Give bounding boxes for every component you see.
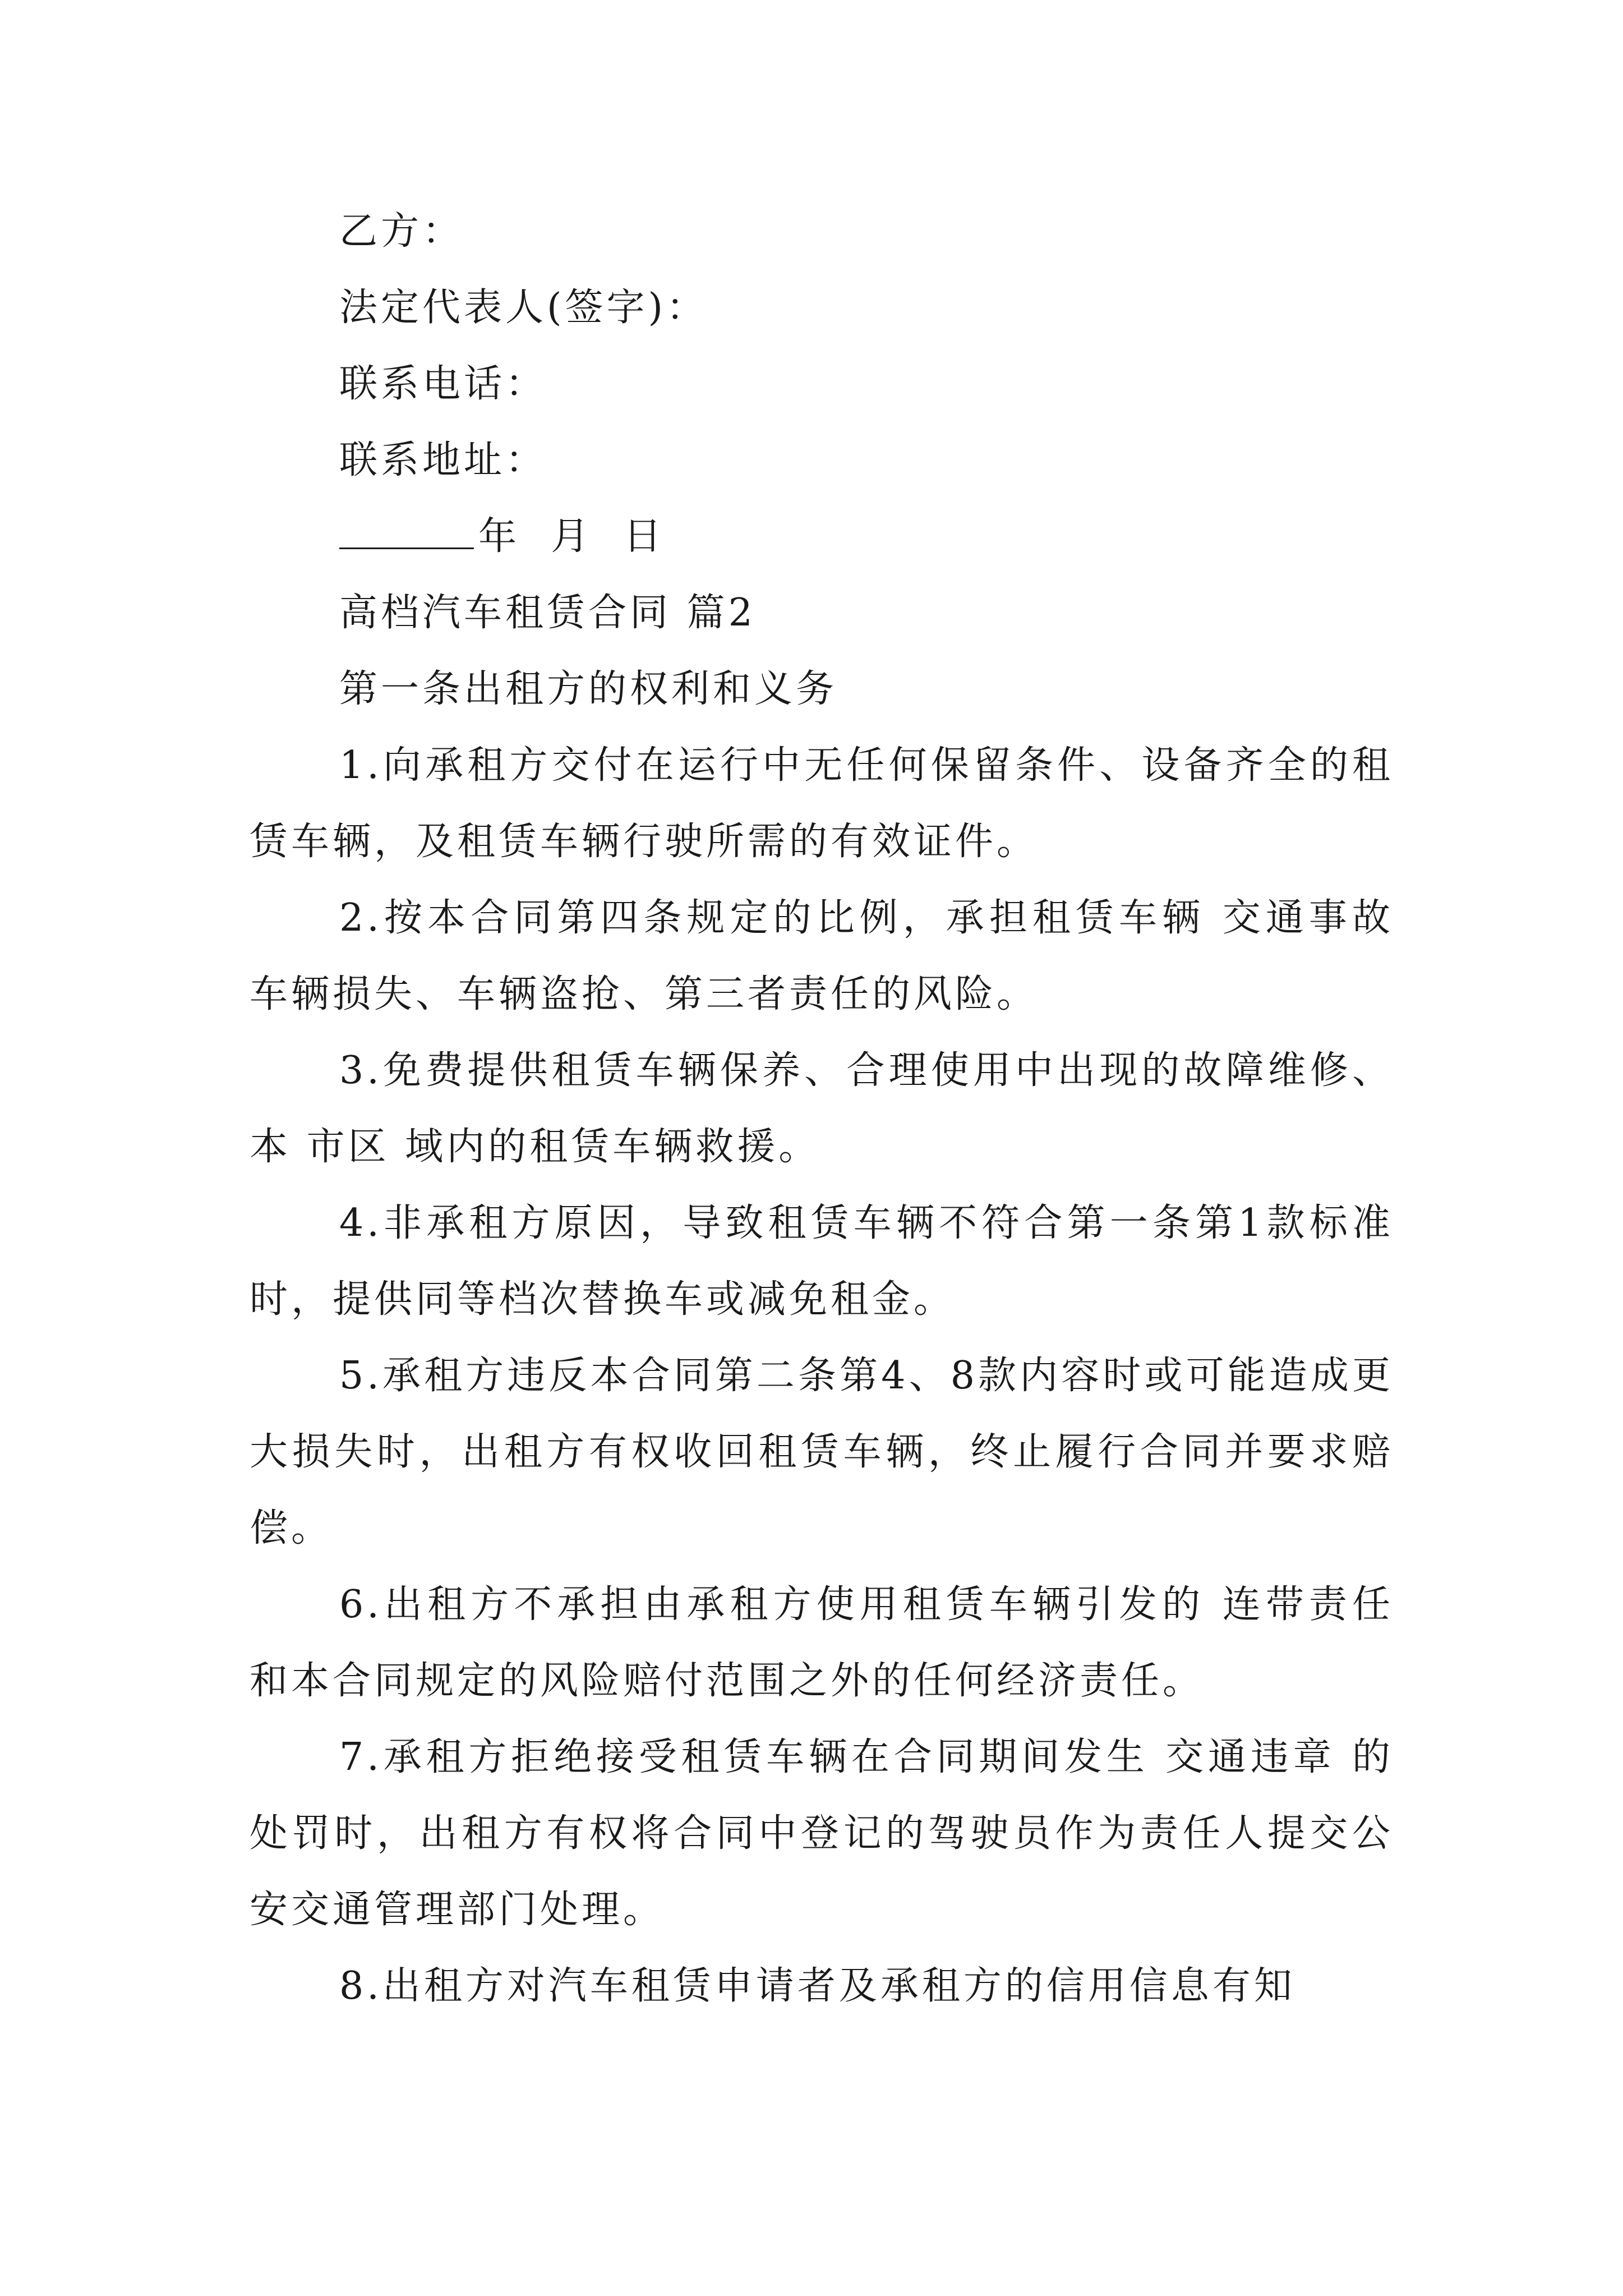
legal-representative-label: 法定代表人(签字)： xyxy=(339,286,708,330)
date-suffix: 年 月 日 xyxy=(478,514,665,559)
clause-3: 3.免费提供租赁车辆保养、合理使用中出现的故障维修、本 市区 域内的租赁车辆救援。 xyxy=(250,1048,1394,1169)
section-title: 高档汽车租赁合同 篇2 xyxy=(339,591,756,635)
clause-7: 7.承租方拒绝接受租赁车辆在合同期间发生 交通违章 的处罚时，出租方有权将合同中登记的驾驶员作为责任人提交公安交通管理部门处理。 xyxy=(250,1735,1394,1932)
clause-2: 2.按本合同第四条规定的比例，承担租赁车辆 交通事故 车辆损失、车辆盗抢、第三者责任的风险。 xyxy=(250,896,1394,1016)
contact-phone-label: 联系电话： xyxy=(339,362,547,406)
clause-4: 4.非承租方原因，导致租赁车辆不符合第一条第1款标准时，提供同等档次替换车或减免租金。 xyxy=(250,1201,1394,1322)
contact-address-label: 联系地址： xyxy=(339,438,547,482)
clause-1: 1.向承租方交付在运行中无任何保留条件、设备齐全的租赁车辆，及租赁车辆行驶所需的有效证件。 xyxy=(250,743,1394,864)
document-body xyxy=(250,194,1394,2024)
date-line xyxy=(250,499,1394,575)
clause-8: 8.出租方对汽车租赁申请者及承租方的信用信息有知 xyxy=(339,1964,1295,2008)
clause-6: 6.出租方不承担由承租方使用租赁车辆引发的 连带责任 和本合同规定的风险赔付范围之外的任何经济责任。 xyxy=(250,1582,1394,1703)
date-year-blank xyxy=(339,515,474,549)
clause-5: 5.承租方违反本合同第二条第4、8款内容时或可能造成更大损失时，出租方有权收回租赁车辆，终止履行合同并要求赔偿。 xyxy=(250,1354,1394,1550)
article-title: 第一条出租方的权利和义务 xyxy=(339,667,838,711)
party-b-label: 乙方： xyxy=(339,209,464,254)
